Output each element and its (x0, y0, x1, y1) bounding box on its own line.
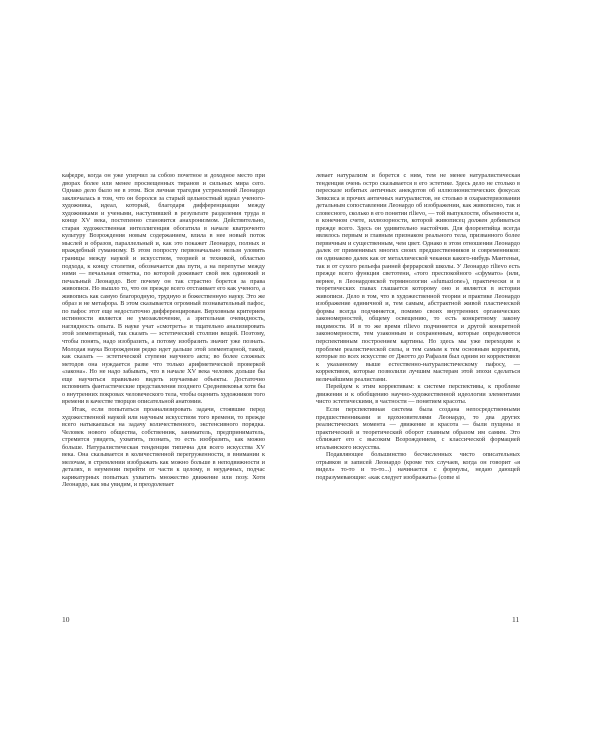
right-paragraph-3: Если перспективная система была создана непосредственными предшественниками и вдохновителями Леонардо, то два других реалистических момента — движение и красота — были пущены в практический и теоретический оборот главным образом им самим. Это сближает его с высоким Возрождением, с классической формацией итальянского искусства. (316, 405, 520, 451)
right-text-column (316, 172, 520, 597)
left-text-column (62, 172, 265, 597)
right-page (300, 0, 600, 750)
page-number-left: 10 (62, 615, 70, 624)
right-paragraph-1: левает натурализм и борется с ним, тем не менее натуралистическая тенденция очень остро сказывается в его эстетике. Здесь дело не столько в пересказе избитых античных анекдотов об иллюзионистических фокусах Зевксиса и прочих античных натуралистов, не столько в охарактеризовании детальным сопоставлении Леонардо об изображении, как живописно, так и словесного, сколько в его понятии rilievo, — той выпуклости, объемности и, в конечном счете, иллюзорности, которой живописец должен добиваться прежде всего. Здесь он удивительно настойчив. Для флорентийца всегда являлось первым и главным признаком реального тела, призванного более первичным и существенным, чем цвет. Однако в этом отношении Леонардо далек от применимых многих своих предшественников и современников: он одинаково далек как от металлической чеканки какого-нибудь Мантеньи, так и от сухого рельефа ранней феррарской школы. У Леонардо rilievo есть прежде всего функция светотени, «того преспокойного «сфумато» (или, вернее, в Леонардовской терминологии «sfumazione»), практически и в теоретических главах глашается которому оно и является в истории живописи. Дело в том, что в художественной теории и практике Леонардо изображение единичной и, тем самым, абстрактной живой пластической формы всегда подчиняется, помимо своих внутренних органических закономерностей, общему освещению, то есть конкретному закону видимости. И в то же время rilievo подчиняется и другой конкретной закономерности, тем узаконным и сохраненным, которые определяются перспективным построением картины. Но здесь мы уже переходим к проблеме реалистической силы, и тем самым к тем основным корректив, которые по всех искусстве от Джотто до Рафаэля был одним из коррективов к указанному выше естественно-натуралистическому пафосу, — коррективов, которые позволили лучшим мастерам этой эпохи сделаться величайшими реалистами. (316, 172, 520, 383)
page-number-right: 11 (512, 615, 520, 624)
left-paragraph-1: кафедре, когда он уже уперчил за собою почетное и доходное место при дворах более или менее просвещенных тиранов и сильных мира сего. Однако дело было не в этом. Вся личная трагедия устремлений Леонардо заключалась в том, что он боролся за старый цельностный идеал ученого-художника, идеал, который, благодаря дифференциации между художниками и учеными, наступившей в результате разделения труда в конце XV века, постепенно становится анахронизмом. Действительно, старая художественная интеллигенция обогатила в начале кватроченто культуру Возрождения новым содержанием, влила в нее новый поток мыслей и образов, параллельный и, как это покажет Леонардо, полных и враждебный гуманизму. В этом попросту первоначально нельзя уловить границы между наукой и искусством, теорией и техникой, областью подхода, к концу столетия, обозначается два пути, а на перепутье между ними — печальная отметка, по которой доживает свой век одинокий и печальный Леонардо. Вот почему он так страстно борется за права живописи. Но вышло то, что он прежде всего отстаивает его как ученого, а живопись как самую благородную, трудную и божественную науку. Это же образ и не метафора. В этом сказывается огромный познавательный пафос, по пафос этот еще недостаточно дифференцирован. Верховным критерием истинности является не умозаключение, а зрительная очевидность, наглядность опыта. В науке учат «смотреть» и тщательно анализировать этой элементарный, так сказать — эстетический столпин вещей. Поэтому, чтобы понять, надо изобразить, а потому изобразить значит уже познать. Молодая наука Возрождения редко идет дальше этой элементарной, такой, как сказать — эстетической ступени научного акта; во более сложных методов она нуждается разве что только арифметической проверкой «закона». Но не надо забывать, что в начале XV века человек дольше бы еще научиться правильно видеть изучаемые объекты. Достаточно вспомнить фантастические представления позднего Средневековья хотя бы о внутренних покровах человеческого тела, чтобы оценить художников того времени в качестве творцов описательной анатомии. (62, 172, 265, 406)
right-paragraph-4: Подавляющее большинство бесчисленных чисто описательных отрывков и записей Леонардо (кроме тех случаев, когда он говорит «я видел» то-то и то-то...) начинается с формулы, недаю дающей подразумевающие: «как следует изображать» (come si (316, 451, 520, 481)
left-paragraph-2: Итак, если попытаться проанализировать задачи, стоявшие перед художественной наукой или научным искусством того времени, то прежде всего натыкаешься на задачу количественного, экстенсивного порядка. Человек нового общества, собственник, заниматель, предприниматель, стремится увидеть, ухватить, познать, то есть изобразить, как можно больше. Натуралистическая тенденция типична для всего искусства XV века. Она сказывается в количественной перегруженности, в внимании к мелочам, в стремлении изображать как можно больше в неподвижности и деталях, в неумении перейти от части к целому, в неудачных, подчас карикатурных попытках ухватить множество движение или позу. Хотя Леонардо, как мы увидим, и преодолевает (62, 405, 265, 489)
right-paragraph-2: Перейдем к этим коррективам: к системе перспективы, к проблеме движения и к обобщению научно-художественной идеологии элементами чисто эстетическими, в частности — понятием красоты. (316, 383, 520, 406)
